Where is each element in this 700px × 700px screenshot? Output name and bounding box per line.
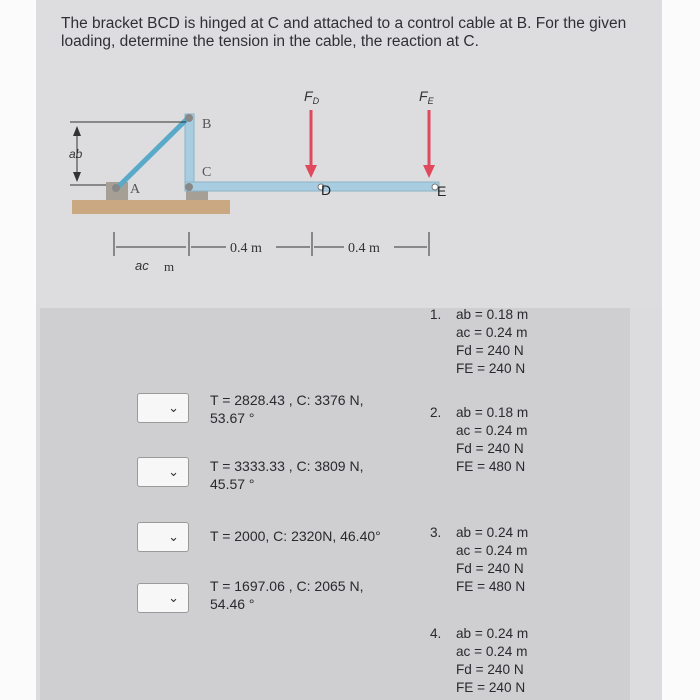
dim-de-label: 0.4 m	[348, 241, 380, 256]
dim-cd-label: 0.4 m	[230, 241, 262, 256]
force-fd-label: $F_D$	[304, 88, 320, 106]
ab-arrow-down	[73, 172, 81, 182]
dim-ac-label: ac	[135, 258, 149, 273]
label-b: B	[202, 117, 212, 132]
pin-a	[112, 184, 120, 192]
answer-text-2: T = 3333.33 , C: 3809 N, 45.57 °	[210, 458, 364, 492]
chevron-down-icon: ⌄	[168, 530, 179, 545]
answer-text-3: T = 2000, C: 2320N, 46.40°	[210, 528, 381, 544]
label-d: D	[321, 182, 332, 198]
chevron-down-icon: ⌄	[168, 591, 179, 606]
pin-c	[185, 183, 193, 191]
dim-ac-unit: m	[164, 259, 175, 274]
chevron-down-icon: ⌄	[168, 401, 179, 416]
bracket-post	[185, 114, 194, 190]
control-cable	[115, 117, 189, 190]
label-a: A	[130, 182, 141, 197]
answer-text-4: T = 1697.06 , C: 2065 N, 54.46 °	[210, 578, 364, 612]
option-number: 4.	[430, 626, 442, 641]
force-fe-arrow-head	[423, 165, 435, 178]
force-fd-arrow-head	[305, 165, 317, 178]
answer-select-1[interactable]	[137, 393, 189, 423]
answer-select-3[interactable]	[137, 522, 189, 552]
label-c: C	[202, 165, 212, 180]
ab-arrow-up	[73, 126, 81, 136]
option-number: 3.	[430, 525, 442, 540]
option-number: 2.	[430, 405, 442, 420]
bracket-arm	[185, 182, 439, 191]
dim-ab-label: ab	[69, 147, 83, 161]
pin-b	[185, 114, 193, 122]
ground-support	[72, 200, 230, 214]
bracket-diagram	[36, 0, 662, 308]
chevron-down-icon: ⌄	[168, 465, 179, 480]
label-e: E	[437, 183, 447, 199]
force-fe-label: $F_E$	[419, 88, 434, 106]
answer-select-4[interactable]	[137, 583, 189, 613]
answer-text-1: T = 2828.43 , C: 3376 N, 53.67 °	[210, 392, 364, 426]
question-text: The bracket BCD is hinged at C and attached to a control cable at B. For the given loading, determine the tension in the cable, the reaction at C.	[61, 15, 627, 50]
option-number: 1.	[430, 307, 442, 322]
answer-select-2[interactable]	[137, 457, 189, 487]
